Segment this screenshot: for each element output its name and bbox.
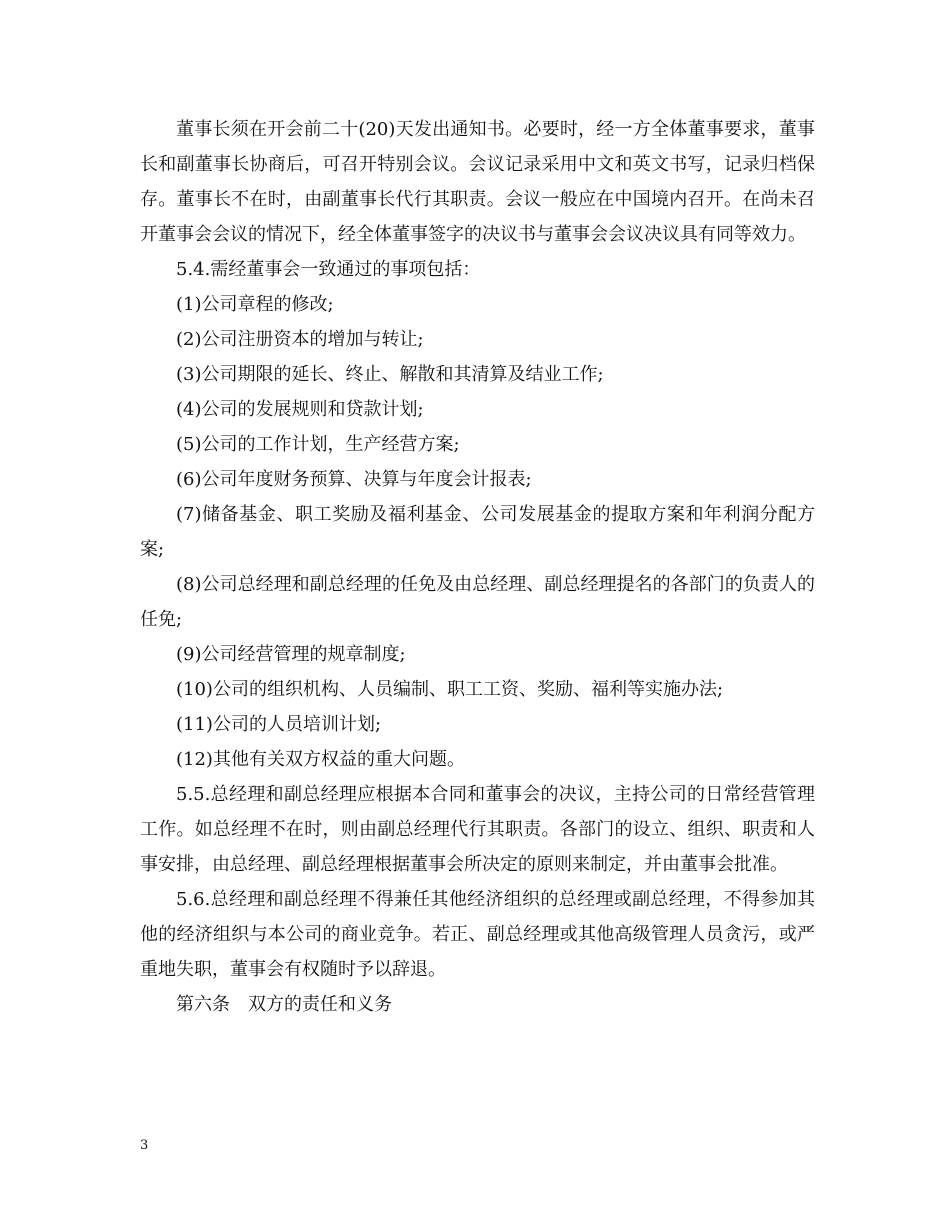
paragraph-article-5-5: 5.5.总经理和副总经理应根据本合同和董事会的决议，主持公司的日常经营管理工作。如总经理不在时，则由副总经理代行其职责。各部门的设立、组织、职责和人事安排，由总经理、副总经理根据董事会所决定的原则来制定，并由董事会批准。 bbox=[140, 784, 815, 875]
list-item-8: (8)公司总经理和副总经理的任免及由总经理、副总经理提名的各部门的负责人的任免; bbox=[140, 574, 815, 630]
paragraph-article-5-4: 5.4.需经董事会一致通过的事项包括： bbox=[176, 259, 481, 280]
list-item-12: (12)其他有关双方权益的重大问题。 bbox=[176, 749, 465, 770]
page-content bbox=[140, 112, 815, 1022]
page-number: 3 bbox=[140, 1138, 149, 1153]
list-item-5: (5)公司的工作计划，生产经营方案; bbox=[176, 434, 460, 455]
list-item-10: (10)公司的组织机构、人员编制、职工工资、奖励、福利等实施办法; bbox=[176, 679, 724, 700]
section-heading-article-6: 第六条 双方的责任和义务 bbox=[176, 994, 392, 1015]
list-item-2: (2)公司注册资本的增加与转让; bbox=[176, 329, 424, 350]
list-item-6: (6)公司年度财务预算、决算与年度会计报表; bbox=[176, 469, 532, 490]
list-item-9: (9)公司经营管理的规章制度; bbox=[176, 644, 406, 665]
list-item-3: (3)公司期限的延长、终止、解散和其清算及结业工作; bbox=[176, 364, 604, 385]
paragraph-article-5-6: 5.6.总经理和副总经理不得兼任其他经济组织的总经理或副总经理，不得参加其他的经济组织与本公司的商业竞争。若正、副总经理或其他高级管理人员贪污，或严重地失职，董事会有权随时予以辞退。 bbox=[140, 889, 815, 980]
list-item-1: (1)公司章程的修改; bbox=[176, 294, 334, 315]
paragraph-board-meeting-notice: 董事长须在开会前二十(20)天发出通知书。必要时，经一方全体董事要求，董事长和副董事长协商后，可召开特别会议。会议记录采用中文和英文书写，记录归档保存。董事长不在时，由副董事长代行其职责。会议一般应在中国境内召开。在尚未召开董事会会议的情况下，经全体董事签字的决议书与董事会会议决议具有同等效力。 bbox=[140, 119, 815, 245]
list-item-4: (4)公司的发展规则和贷款计划; bbox=[176, 399, 424, 420]
list-item-11: (11)公司的人员培训计划; bbox=[176, 714, 382, 735]
list-item-7: (7)储备基金、职工奖励及福利基金、公司发展基金的提取方案和年利润分配方案; bbox=[140, 504, 815, 560]
